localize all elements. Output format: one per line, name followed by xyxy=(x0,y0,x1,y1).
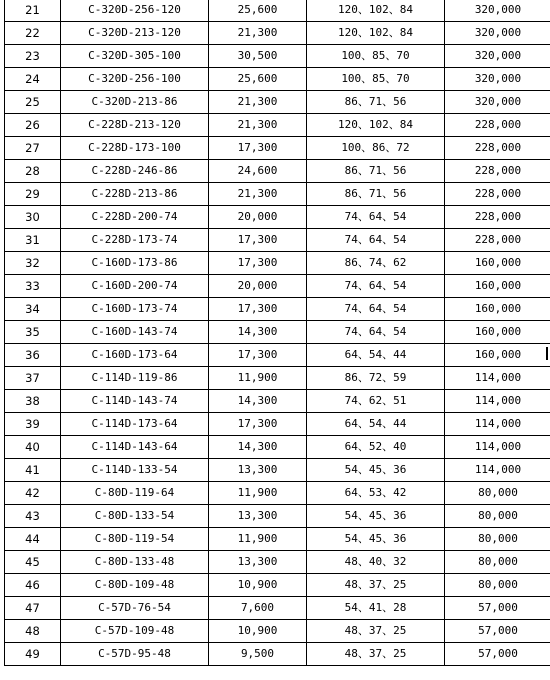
weight-cell: 11,900 xyxy=(209,482,307,505)
weight-cell: 14,300 xyxy=(209,321,307,344)
model-code-cell: C-114D-143-64 xyxy=(61,436,209,459)
weight-cell: 10,900 xyxy=(209,620,307,643)
model-code-cell: C-114D-133-54 xyxy=(61,459,209,482)
dimensions-cell: 100、85、70 xyxy=(307,45,445,68)
dimensions-cell: 64、54、44 xyxy=(307,413,445,436)
price-cell: 57,000 xyxy=(445,620,550,643)
row-number-cell: 25 xyxy=(5,91,61,114)
table-row xyxy=(5,643,550,666)
model-code-cell: C-57D-109-48 xyxy=(61,620,209,643)
row-number-cell: 36 xyxy=(5,344,61,367)
row-number-cell: 37 xyxy=(5,367,61,390)
weight-cell: 13,300 xyxy=(209,551,307,574)
price-cell: 228,000 xyxy=(445,160,550,183)
model-code-cell: C-114D-143-74 xyxy=(61,390,209,413)
model-code-cell: C-80D-133-48 xyxy=(61,551,209,574)
row-number-cell: 47 xyxy=(5,597,61,620)
row-number-cell: 21 xyxy=(5,0,61,22)
price-cell: 320,000 xyxy=(445,91,550,114)
table-row xyxy=(5,160,550,183)
table-row xyxy=(5,390,550,413)
dimensions-cell: 100、85、70 xyxy=(307,68,445,91)
weight-cell: 14,300 xyxy=(209,436,307,459)
row-number-cell: 29 xyxy=(5,183,61,206)
price-cell: 80,000 xyxy=(445,528,550,551)
text-cursor-mark xyxy=(546,347,548,360)
row-number-cell: 46 xyxy=(5,574,61,597)
dimensions-cell: 120、102、84 xyxy=(307,22,445,45)
price-cell: 320,000 xyxy=(445,45,550,68)
dimensions-cell: 74、64、54 xyxy=(307,275,445,298)
model-code-cell: C-228D-213-120 xyxy=(61,114,209,137)
row-number-cell: 31 xyxy=(5,229,61,252)
table-row xyxy=(5,321,550,344)
price-cell: 228,000 xyxy=(445,206,550,229)
table-row xyxy=(5,367,550,390)
model-code-cell: C-80D-133-54 xyxy=(61,505,209,528)
model-code-cell: C-160D-173-74 xyxy=(61,298,209,321)
price-cell: 320,000 xyxy=(445,22,550,45)
weight-cell: 21,300 xyxy=(209,114,307,137)
weight-cell: 10,900 xyxy=(209,574,307,597)
dimensions-cell: 86、71、56 xyxy=(307,160,445,183)
model-code-cell: C-160D-173-86 xyxy=(61,252,209,275)
row-number-cell: 43 xyxy=(5,505,61,528)
weight-cell: 11,900 xyxy=(209,528,307,551)
dimensions-cell: 74、64、54 xyxy=(307,321,445,344)
price-cell: 114,000 xyxy=(445,413,550,436)
weight-cell: 17,300 xyxy=(209,298,307,321)
table-row xyxy=(5,91,550,114)
price-cell: 114,000 xyxy=(445,367,550,390)
dimensions-cell: 64、52、40 xyxy=(307,436,445,459)
weight-cell: 7,600 xyxy=(209,597,307,620)
price-cell: 228,000 xyxy=(445,229,550,252)
weight-cell: 17,300 xyxy=(209,413,307,436)
dimensions-cell: 120、102、84 xyxy=(307,114,445,137)
table-row xyxy=(5,413,550,436)
spec-table xyxy=(4,0,550,666)
dimensions-cell: 86、72、59 xyxy=(307,367,445,390)
price-cell: 320,000 xyxy=(445,0,550,22)
row-number-cell: 33 xyxy=(5,275,61,298)
price-cell: 320,000 xyxy=(445,68,550,91)
spec-table-body xyxy=(5,0,550,666)
model-code-cell: C-80D-119-64 xyxy=(61,482,209,505)
weight-cell: 20,000 xyxy=(209,275,307,298)
row-number-cell: 32 xyxy=(5,252,61,275)
model-code-cell: C-228D-173-100 xyxy=(61,137,209,160)
row-number-cell: 44 xyxy=(5,528,61,551)
price-cell: 160,000 xyxy=(445,275,550,298)
price-cell: 57,000 xyxy=(445,597,550,620)
table-row xyxy=(5,574,550,597)
table-row xyxy=(5,436,550,459)
model-code-cell: C-320D-256-120 xyxy=(61,0,209,22)
table-row xyxy=(5,68,550,91)
table-row xyxy=(5,45,550,68)
table-row xyxy=(5,0,550,22)
model-code-cell: C-57D-95-48 xyxy=(61,643,209,666)
row-number-cell: 42 xyxy=(5,482,61,505)
table-row xyxy=(5,620,550,643)
model-code-cell: C-320D-213-120 xyxy=(61,22,209,45)
weight-cell: 20,000 xyxy=(209,206,307,229)
weight-cell: 13,300 xyxy=(209,505,307,528)
weight-cell: 14,300 xyxy=(209,390,307,413)
model-code-cell: C-160D-143-74 xyxy=(61,321,209,344)
dimensions-cell: 74、64、54 xyxy=(307,229,445,252)
table-row xyxy=(5,528,550,551)
model-code-cell: C-320D-305-100 xyxy=(61,45,209,68)
model-code-cell: C-228D-213-86 xyxy=(61,183,209,206)
dimensions-cell: 86、71、56 xyxy=(307,91,445,114)
dimensions-cell: 54、45、36 xyxy=(307,528,445,551)
model-code-cell: C-114D-119-86 xyxy=(61,367,209,390)
dimensions-cell: 64、53、42 xyxy=(307,482,445,505)
weight-cell: 9,500 xyxy=(209,643,307,666)
weight-cell: 17,300 xyxy=(209,252,307,275)
price-cell: 80,000 xyxy=(445,482,550,505)
dimensions-cell: 64、54、44 xyxy=(307,344,445,367)
weight-cell: 11,900 xyxy=(209,367,307,390)
dimensions-cell: 100、86、72 xyxy=(307,137,445,160)
price-cell: 160,000 xyxy=(445,321,550,344)
weight-cell: 21,300 xyxy=(209,22,307,45)
dimensions-cell: 74、64、54 xyxy=(307,298,445,321)
weight-cell: 17,300 xyxy=(209,344,307,367)
model-code-cell: C-320D-213-86 xyxy=(61,91,209,114)
dimensions-cell: 48、37、25 xyxy=(307,574,445,597)
price-cell: 160,000 xyxy=(445,252,550,275)
row-number-cell: 41 xyxy=(5,459,61,482)
table-row xyxy=(5,229,550,252)
model-code-cell: C-160D-173-64 xyxy=(61,344,209,367)
table-row xyxy=(5,482,550,505)
table-row xyxy=(5,252,550,275)
weight-cell: 25,600 xyxy=(209,68,307,91)
price-cell: 57,000 xyxy=(445,643,550,666)
model-code-cell: C-228D-200-74 xyxy=(61,206,209,229)
model-code-cell: C-114D-173-64 xyxy=(61,413,209,436)
price-cell: 228,000 xyxy=(445,114,550,137)
model-code-cell: C-228D-173-74 xyxy=(61,229,209,252)
dimensions-cell: 48、40、32 xyxy=(307,551,445,574)
price-cell: 80,000 xyxy=(445,505,550,528)
dimensions-cell: 74、64、54 xyxy=(307,206,445,229)
price-cell: 80,000 xyxy=(445,551,550,574)
price-cell: 160,000 xyxy=(445,298,550,321)
row-number-cell: 40 xyxy=(5,436,61,459)
weight-cell: 13,300 xyxy=(209,459,307,482)
dimensions-cell: 74、62、51 xyxy=(307,390,445,413)
spec-table-container xyxy=(4,0,546,666)
model-code-cell: C-57D-76-54 xyxy=(61,597,209,620)
row-number-cell: 34 xyxy=(5,298,61,321)
price-cell: 114,000 xyxy=(445,459,550,482)
row-number-cell: 48 xyxy=(5,620,61,643)
dimensions-cell: 54、45、36 xyxy=(307,459,445,482)
price-cell: 114,000 xyxy=(445,436,550,459)
row-number-cell: 49 xyxy=(5,643,61,666)
price-cell: 80,000 xyxy=(445,574,550,597)
model-code-cell: C-80D-109-48 xyxy=(61,574,209,597)
table-row xyxy=(5,551,550,574)
weight-cell: 17,300 xyxy=(209,137,307,160)
row-number-cell: 38 xyxy=(5,390,61,413)
table-row xyxy=(5,459,550,482)
weight-cell: 24,600 xyxy=(209,160,307,183)
weight-cell: 30,500 xyxy=(209,45,307,68)
row-number-cell: 24 xyxy=(5,68,61,91)
price-cell: 160,000 xyxy=(445,344,550,367)
dimensions-cell: 86、74、62 xyxy=(307,252,445,275)
dimensions-cell: 48、37、25 xyxy=(307,620,445,643)
dimensions-cell: 54、41、28 xyxy=(307,597,445,620)
row-number-cell: 28 xyxy=(5,160,61,183)
model-code-cell: C-160D-200-74 xyxy=(61,275,209,298)
table-row xyxy=(5,275,550,298)
table-row xyxy=(5,505,550,528)
weight-cell: 25,600 xyxy=(209,0,307,22)
model-code-cell: C-320D-256-100 xyxy=(61,68,209,91)
table-row xyxy=(5,597,550,620)
table-row xyxy=(5,137,550,160)
model-code-cell: C-228D-246-86 xyxy=(61,160,209,183)
row-number-cell: 27 xyxy=(5,137,61,160)
dimensions-cell: 48、37、25 xyxy=(307,643,445,666)
row-number-cell: 23 xyxy=(5,45,61,68)
row-number-cell: 30 xyxy=(5,206,61,229)
table-row xyxy=(5,22,550,45)
row-number-cell: 35 xyxy=(5,321,61,344)
dimensions-cell: 86、71、56 xyxy=(307,183,445,206)
row-number-cell: 45 xyxy=(5,551,61,574)
dimensions-cell: 54、45、36 xyxy=(307,505,445,528)
table-row xyxy=(5,114,550,137)
row-number-cell: 39 xyxy=(5,413,61,436)
weight-cell: 21,300 xyxy=(209,183,307,206)
price-cell: 228,000 xyxy=(445,183,550,206)
dimensions-cell: 120、102、84 xyxy=(307,0,445,22)
price-cell: 114,000 xyxy=(445,390,550,413)
weight-cell: 17,300 xyxy=(209,229,307,252)
weight-cell: 21,300 xyxy=(209,91,307,114)
row-number-cell: 22 xyxy=(5,22,61,45)
table-row xyxy=(5,183,550,206)
table-row xyxy=(5,344,550,367)
table-row xyxy=(5,206,550,229)
model-code-cell: C-80D-119-54 xyxy=(61,528,209,551)
price-cell: 228,000 xyxy=(445,137,550,160)
row-number-cell: 26 xyxy=(5,114,61,137)
table-row xyxy=(5,298,550,321)
